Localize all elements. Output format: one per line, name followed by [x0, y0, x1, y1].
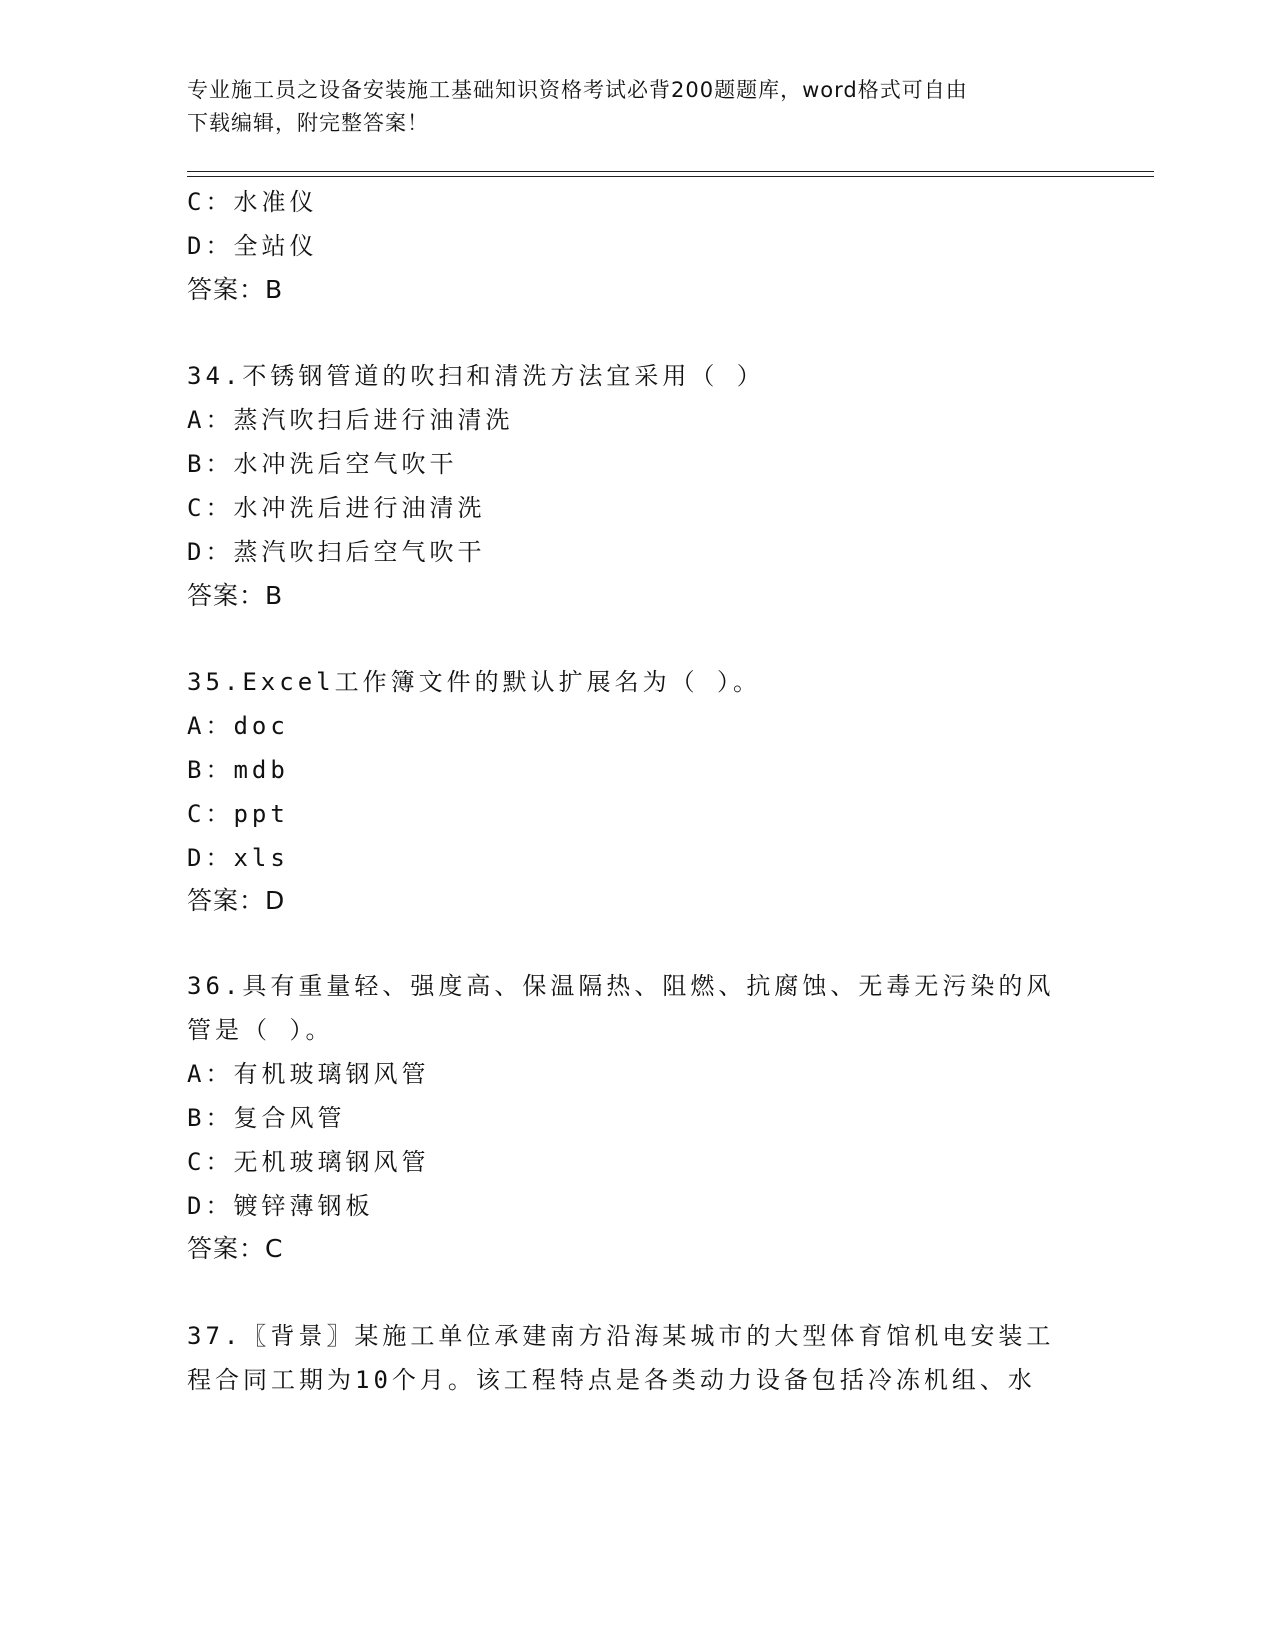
q36-option-d: D：镀锌薄钢板 [187, 1192, 374, 1220]
q35-option-d: D：xls [187, 844, 289, 872]
q36-option-b: B：复合风管 [187, 1104, 346, 1132]
q36-answer: 答案：C [187, 1234, 284, 1263]
q34-stem: 34.不锈钢管道的吹扫和清洗方法宜采用（ ） [187, 362, 765, 390]
q35-option-b: B：mdb [187, 756, 289, 784]
document-header [187, 74, 1087, 140]
prev-option-d: D：全站仪 [187, 232, 318, 260]
q36-stem-line-1: 36.具有重量轻、强度高、保温隔热、阻燃、抗腐蚀、无毒无污染的风 [187, 972, 1055, 1000]
q34-answer: 答案：B [187, 581, 284, 610]
q34-option-d: D：蒸汽吹扫后空气吹干 [187, 538, 486, 566]
q36-stem-line-2: 管是（ ）。 [187, 1016, 334, 1044]
header-rule-bottom [187, 176, 1154, 177]
q35-option-c: C：ppt [187, 800, 289, 828]
q37-stem-line-1: 37.〖背景〗某施工单位承建南方沿海某城市的大型体育馆机电安装工 [187, 1322, 1055, 1350]
q36-option-a: A：有机玻璃钢风管 [187, 1060, 430, 1088]
q36-option-c: C：无机玻璃钢风管 [187, 1148, 430, 1176]
header-rule-top [187, 171, 1154, 172]
prev-answer: 答案：B [187, 275, 284, 304]
q34-option-c: C：水冲洗后进行油清洗 [187, 494, 486, 522]
prev-option-c: C：水准仪 [187, 188, 318, 216]
q35-stem: 35.Excel工作簿文件的默认扩展名为（ ）。 [187, 668, 762, 696]
header-line-2: 下载编辑，附完整答案！ [187, 111, 429, 135]
q35-option-a: A：doc [187, 712, 289, 740]
q35-answer: 答案：D [187, 886, 286, 915]
q34-option-a: A：蒸汽吹扫后进行油清洗 [187, 406, 514, 434]
q34-option-b: B：水冲洗后空气吹干 [187, 450, 458, 478]
header-line-1: 专业施工员之设备安装施工基础知识资格考试必背200题题库，word格式可自由 [187, 78, 968, 102]
q37-stem-line-2: 程合同工期为10个月。该工程特点是各类动力设备包括冷冻机组、水 [187, 1366, 1036, 1394]
